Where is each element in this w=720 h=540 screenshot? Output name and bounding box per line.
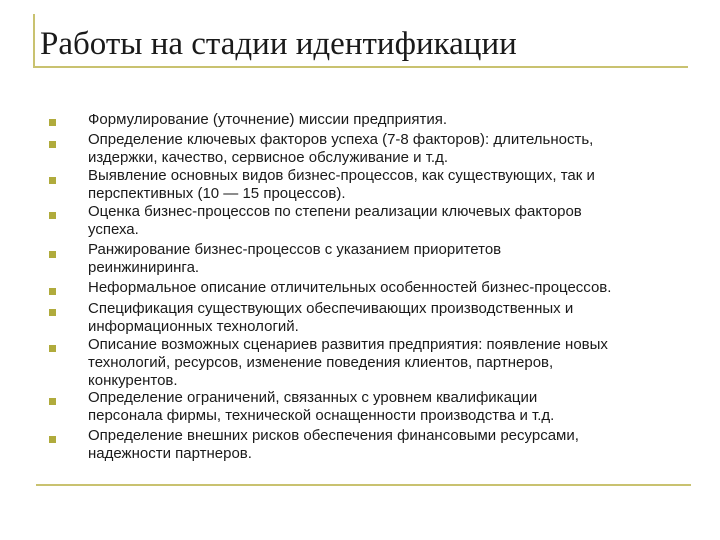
square-bullet-icon	[49, 345, 56, 352]
list-item-text: Описание возможных сценариев развития предприятия: появление новых технологий, ресурсов, изменение поведения клиентов, партнеров, конкурентов.	[88, 336, 608, 389]
list-item-text: Спецификация существующих обеспечивающих производственных и информационных технологий.	[88, 300, 574, 335]
square-bullet-icon	[49, 309, 56, 316]
list-item-text: Формулирование (уточнение) миссии предприятия.	[88, 111, 448, 128]
list-item-text: Оценка бизнес-процессов по степени реализации ключевых факторов успеха.	[88, 203, 582, 238]
list-item-text: Определение внешних рисков обеспечения финансовыми ресурсами, надежности партнеров.	[88, 427, 579, 462]
square-bullet-icon	[49, 177, 56, 184]
title-underline	[33, 66, 688, 68]
slide-title: Работы на стадии идентификации	[40, 26, 517, 62]
square-bullet-icon	[49, 119, 56, 126]
square-bullet-icon	[49, 141, 56, 148]
list-item-text: Неформальное описание отличительных особенностей бизнес-процессов.	[88, 279, 612, 296]
square-bullet-icon	[49, 398, 56, 405]
square-bullet-icon	[49, 212, 56, 219]
list-item-text: Выявление основных видов бизнес-процессов, как существующих, так и перспективных (10 — 15 процессов).	[88, 167, 595, 202]
square-bullet-icon	[49, 436, 56, 443]
list-item-text: Ранжирование бизнес-процессов с указанием приоритетов реинжиниринга.	[88, 241, 502, 276]
bottom-divider-line	[36, 484, 691, 486]
square-bullet-icon	[49, 288, 56, 295]
list-item-text: Определение ключевых факторов успеха (7-8 факторов): длительность, издержки, качество, сервисное обслуживание и т.д.	[88, 131, 594, 166]
title-accent-vertical-line	[33, 14, 35, 66]
square-bullet-icon	[49, 251, 56, 258]
list-item-text: Определение ограничений, связанных с уровнем квалификации персонала фирмы, технической оснащенности производства и т.д.	[88, 389, 555, 424]
